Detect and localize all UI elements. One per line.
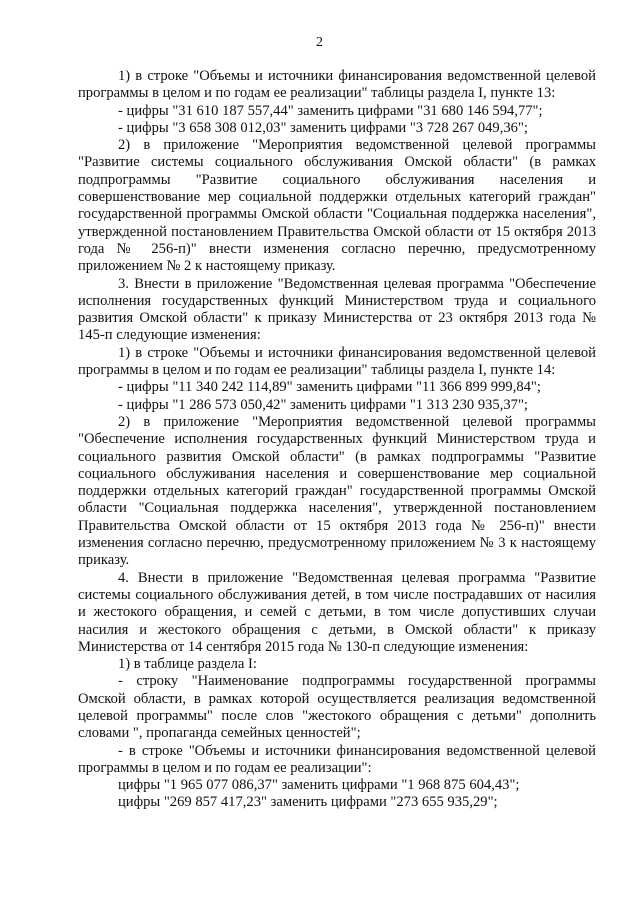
paragraph-2: - цифры "31 610 187 557,44" заменить цифрами "31 680 146 594,77"; [118,102,543,119]
paragraph-14: цифры "1 965 077 086,37" заменить цифрами "1 968 875 604,43"; [118,777,520,794]
paragraph-1: 1) в строке "Объемы и источники финансирования ведомственной целевой программы в целом и по годам ее реализации" таблицы раздела I, пункте 13: [78,68,596,102]
paragraph-12: - строку "Наименование подпрограммы государственной программы Омской области, в рамках которой осуществляется реализация ведомственной целевой программы" после слов "жестокого обращения с детьми" дополнить словами ", пропаганда семейных ценностей"; [78,673,596,742]
page-number: 2 [316,35,323,50]
paragraph-5: 3. Внести в приложение "Ведомственная целевая программа "Обеспечение исполнения государственных функций Министерством труда и социального развития Омской области" к приказу Министерства от 23 октября 2013 года № 145-п следующие изменения: [78,275,596,344]
paragraph-9: 2) в приложение "Мероприятия ведомственной целевой программы "Обеспечение исполнения государственных функций Министерством труда и социального развития Омской области" (в рамках подпрограммы "Развитие социального обслуживания населения и совершенствование мер социальной поддержки отдельных категорий граждан" государственной программы Омской области "Социальная поддержка населения", утвержденной постановлением Правительства Омской области от 15 октября 2013 года № 256-п)" внести изменения согласно перечню, предусмотренному приложением № 3 к настоящему приказу. [78,413,596,569]
document-body [78,68,596,812]
paragraph-11: 1) в таблице раздела I: [118,656,257,673]
paragraph-10: 4. Внести в приложение "Ведомственная целевая программа "Развитие системы социального обслуживания детей, в том числе пострадавших от насилия и жестокого обращения, и семей с детьми, в том числе допустивших случаи насилия и жестокого обращения с детьми, в Омской области" к приказу Министерства от 14 сентября 2015 года № 130-п следующие изменения: [78,569,596,655]
paragraph-4: 2) в приложение "Мероприятия ведомственной целевой программы "Развитие системы социального обслуживания Омской области" (в рамках подпрограммы "Развитие социального обслуживания населения и совершенствование мер социальной поддержки отдельных категорий граждан" государственной программы Омской области "Социальная поддержка населения", утвержденной постановлением Правительства Омской области от 15 октября 2013 года № 256-п)" внести изменения согласно перечню, предусмотренному приложением № 2 к настоящему приказу. [78,137,596,275]
paragraph-13: - в строке "Объемы и источники финансирования ведомственной целевой программы в целом и по годам ее реализации": [78,742,596,776]
paragraph-15: цифры "269 857 417,23" заменить цифрами "273 655 935,29"; [118,794,498,811]
paragraph-7: - цифры "11 340 242 114,89" заменить цифрами "11 366 899 999,84"; [118,379,541,396]
paragraph-3: - цифры "3 658 308 012,03" заменить цифрами "3 728 267 049,36"; [118,119,528,136]
paragraph-6: 1) в строке "Объемы и источники финансирования ведомственной целевой программы в целом и по годам ее реализации" таблицы раздела I, пункте 14: [78,344,596,379]
paragraph-8: - цифры "1 286 573 050,42" заменить цифрами "1 313 230 935,37"; [118,396,528,413]
